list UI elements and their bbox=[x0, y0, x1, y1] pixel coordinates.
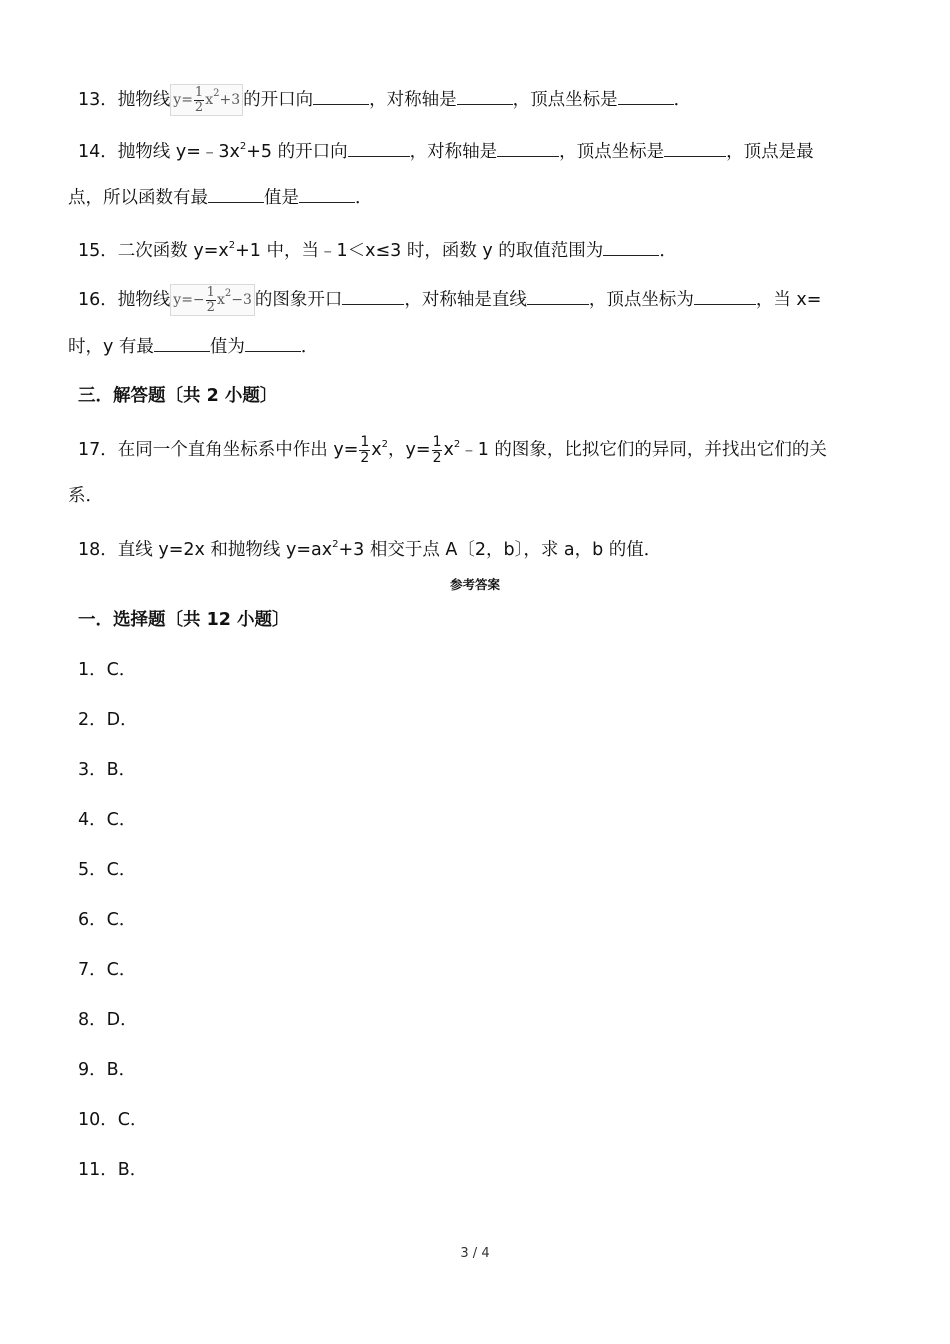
question-17-line2: 系． bbox=[68, 486, 103, 506]
answer-item: 11．B． bbox=[78, 1160, 148, 1180]
answer-blank bbox=[694, 287, 756, 305]
answer-blank bbox=[342, 287, 404, 305]
question-18: 18．直线 y=2x 和抛物线 $y=ax^2+3$ 相交于点 A〔2，b〕，求 a，b 的值． bbox=[78, 539, 662, 560]
answer-blank bbox=[313, 87, 369, 105]
answer-blank bbox=[527, 287, 589, 305]
question-15: 15．二次函数 $y=x^2+1$ 中，当﹣1＜x≤3 时，函数 y 的取值范围为 ． bbox=[78, 240, 677, 261]
answer-item: 3．B． bbox=[78, 760, 137, 780]
question-number: 15． bbox=[78, 241, 118, 261]
answer-item: 10．C． bbox=[78, 1110, 148, 1130]
answer-item: 2．D． bbox=[78, 710, 138, 730]
fraction-one-half: $\frac{1}{2}$ bbox=[432, 433, 442, 466]
answer-item: 4．C． bbox=[78, 810, 137, 830]
answer-blank bbox=[348, 139, 410, 157]
question-16: 16．抛物线 y=− $\frac{1}{2}$ $x^2-3$ 的图象开口 ，对称轴是直线 ，顶点坐标为 ，当 x= bbox=[78, 284, 822, 315]
section-heading-choice: 一．选择题〔共 12 小题〕 bbox=[78, 610, 290, 630]
answer-blank bbox=[664, 139, 726, 157]
answers-title: 参考答案 bbox=[449, 577, 500, 592]
answer-blank bbox=[618, 87, 674, 105]
answer-item: 6．C． bbox=[78, 910, 137, 930]
formula-image: y=− $\frac{1}{2}$ $x^2-3$ bbox=[170, 284, 255, 316]
question-number: 17． bbox=[78, 440, 118, 460]
answer-item: 8．D． bbox=[78, 1010, 138, 1030]
answer-blank bbox=[299, 185, 355, 203]
question-number: 16． bbox=[78, 289, 118, 310]
answer-blank bbox=[245, 334, 301, 352]
answer-item: 5．C． bbox=[78, 860, 137, 880]
answer-item: 7．C． bbox=[78, 960, 137, 980]
question-number: 18． bbox=[78, 540, 118, 560]
question-14: 14．抛物线 $y=﹣3x^2+5$ 的开口向 ，对称轴是 ，顶点坐标是 ，顶点是最 bbox=[78, 141, 814, 162]
formula-image: y= $\frac{1}{2}$ $x^2+3$ bbox=[170, 84, 243, 116]
question-14-line2: 点，所以函数有最 值是 ． bbox=[68, 185, 884, 210]
answer-blank bbox=[497, 139, 559, 157]
question-16-line2: 时，y 有最 值为 ． bbox=[68, 334, 884, 359]
answer-blank bbox=[154, 334, 210, 352]
answer-item: 1．C． bbox=[78, 660, 137, 680]
answer-item: 9．B． bbox=[78, 1060, 137, 1080]
answer-blank bbox=[208, 185, 264, 203]
answer-blank bbox=[603, 238, 659, 256]
section-heading-solutions: 三．解答题〔共 2 小题〕 bbox=[78, 386, 278, 406]
page-number: 3 / 4 bbox=[460, 1246, 490, 1261]
answer-blank bbox=[457, 87, 513, 105]
question-13: 13．抛物线 y= $\frac{1}{2}$ $x^2+3$ 的开口向 ，对称轴是 ，顶点坐标是 ． bbox=[78, 84, 692, 115]
question-number: 13． bbox=[78, 89, 118, 110]
question-17: 17．在同一个直角坐标系中作出 y= $\frac{1}{2}$ $x^2$，y= $\frac{1}{2}$ $x^2﹣1$ 的图象，比拟它们的异同，并找出它们的关 bbox=[78, 433, 827, 466]
question-number: 14． bbox=[78, 142, 118, 162]
fraction-one-half: $\frac{1}{2}$ bbox=[360, 433, 370, 466]
